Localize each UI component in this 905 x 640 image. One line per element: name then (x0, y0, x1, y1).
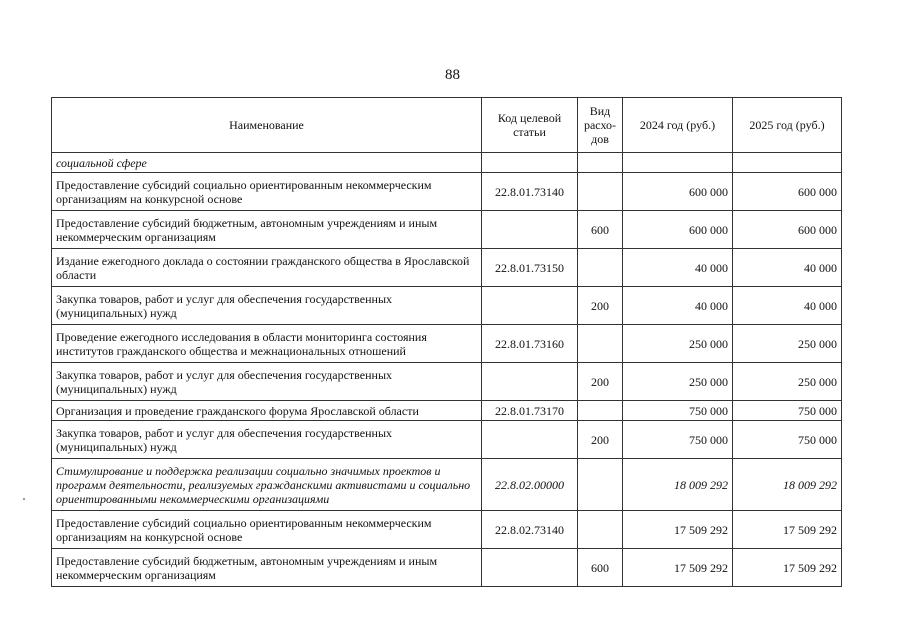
cell-name: Закупка товаров, работ и услуг для обеспечения государственных (муниципальных) нужд (52, 421, 482, 459)
table-row (52, 549, 842, 587)
cell-name: Стимулирование и поддержка реализации социально значимых проектов и программ деятельности, реализуемых гражданскими активистами и социально ориентированными некоммерческими организациями (52, 459, 482, 511)
table-row (52, 363, 842, 401)
table-row (52, 211, 842, 249)
table-row (52, 421, 842, 459)
cell-2024: 250 000 (623, 325, 733, 363)
cell-2024: 40 000 (623, 249, 733, 287)
header-year-2025: 2025 год (руб.) (733, 98, 842, 153)
cell-2025: 250 000 (733, 325, 842, 363)
table-body (52, 153, 842, 587)
cell-kind: 200 (578, 363, 623, 401)
cell-name: Издание ежегодного доклада о состоянии гражданского общества в Ярославской области (52, 249, 482, 287)
cell-2024: 600 000 (623, 211, 733, 249)
cell-code: 22.8.02.00000 (482, 459, 578, 511)
cell-kind (578, 459, 623, 511)
cell-name: Предоставление субсидий социально ориентированным некоммерческим организациям на конкурсной основе (52, 173, 482, 211)
cell-name: Предоставление субсидий бюджетным, автономным учреждениям и иным некоммерческим организациям (52, 211, 482, 249)
scan-speck (23, 498, 25, 500)
budget-table (51, 97, 842, 587)
cell-2025: 18 009 292 (733, 459, 842, 511)
cell-2024: 250 000 (623, 363, 733, 401)
cell-2025: 17 509 292 (733, 549, 842, 587)
cell-kind: 200 (578, 421, 623, 459)
cell-kind (578, 173, 623, 211)
cell-name: социальной сфере (52, 153, 482, 173)
table-row (52, 249, 842, 287)
table-row (52, 401, 842, 421)
cell-code (482, 421, 578, 459)
cell-2025: 600 000 (733, 211, 842, 249)
cell-name: Закупка товаров, работ и услуг для обеспечения государственных (муниципальных) нужд (52, 363, 482, 401)
cell-code (482, 153, 578, 173)
cell-2025 (733, 153, 842, 173)
cell-code: 22.8.01.73140 (482, 173, 578, 211)
table-row (52, 325, 842, 363)
table-row (52, 153, 842, 173)
page-number: 88 (445, 67, 460, 83)
cell-kind: 200 (578, 287, 623, 325)
cell-code: 22.8.01.73150 (482, 249, 578, 287)
cell-2024: 17 509 292 (623, 549, 733, 587)
cell-2024 (623, 153, 733, 173)
cell-code (482, 287, 578, 325)
cell-2025: 40 000 (733, 249, 842, 287)
header-year-2024: 2024 год (руб.) (623, 98, 733, 153)
table-row (52, 511, 842, 549)
cell-kind (578, 249, 623, 287)
cell-2024: 17 509 292 (623, 511, 733, 549)
cell-name: Закупка товаров, работ и услуг для обеспечения государственных (муниципальных) нужд (52, 287, 482, 325)
table-row (52, 459, 842, 511)
table-header-row (52, 98, 842, 153)
cell-2024: 18 009 292 (623, 459, 733, 511)
table-row (52, 173, 842, 211)
header-kind: Вид расхо-дов (578, 98, 623, 153)
cell-kind (578, 153, 623, 173)
cell-2025: 600 000 (733, 173, 842, 211)
cell-code (482, 363, 578, 401)
cell-kind: 600 (578, 549, 623, 587)
cell-code (482, 549, 578, 587)
cell-name: Проведение ежегодного исследования в области мониторинга состояния институтов гражданского общества и межнациональных отношений (52, 325, 482, 363)
cell-code: 22.8.02.73140 (482, 511, 578, 549)
cell-2024: 750 000 (623, 401, 733, 421)
cell-code: 22.8.01.73160 (482, 325, 578, 363)
cell-2025: 40 000 (733, 287, 842, 325)
cell-2024: 40 000 (623, 287, 733, 325)
table-row (52, 287, 842, 325)
header-name: Наименование (52, 98, 482, 153)
cell-kind: 600 (578, 211, 623, 249)
cell-2025: 750 000 (733, 421, 842, 459)
cell-2025: 250 000 (733, 363, 842, 401)
cell-name: Организация и проведение гражданского форума Ярославской области (52, 401, 482, 421)
cell-kind (578, 325, 623, 363)
cell-code (482, 211, 578, 249)
cell-name: Предоставление субсидий социально ориентированным некоммерческим организациям на конкурсной основе (52, 511, 482, 549)
cell-2025: 750 000 (733, 401, 842, 421)
cell-kind (578, 511, 623, 549)
cell-2025: 17 509 292 (733, 511, 842, 549)
cell-kind (578, 401, 623, 421)
cell-2024: 750 000 (623, 421, 733, 459)
cell-code: 22.8.01.73170 (482, 401, 578, 421)
header-code: Код целевой статьи (482, 98, 578, 153)
cell-2024: 600 000 (623, 173, 733, 211)
cell-name: Предоставление субсидий бюджетным, автономным учреждениям и иным некоммерческим организациям (52, 549, 482, 587)
